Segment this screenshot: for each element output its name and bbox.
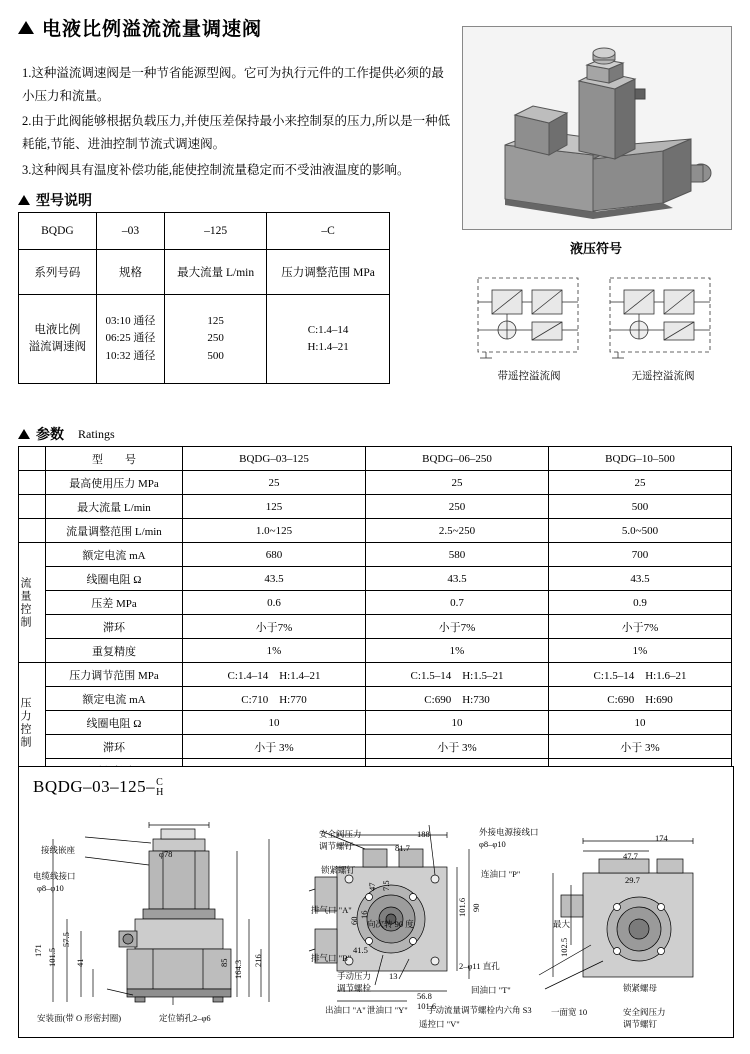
- center-label-manual-flow: 手动流量调节螺栓内六角 S3: [427, 1005, 532, 1015]
- center-dim-1016b: 101.6: [417, 1001, 437, 1011]
- model-code-pressure: –C: [267, 213, 390, 250]
- model-label-presrange-text: 压力调整范围 MPa: [281, 267, 375, 279]
- ratings-group-blank-3: [19, 519, 46, 543]
- left-label-pin: 定位销孔2–φ6: [159, 1013, 211, 1023]
- ratings-cell: 小于7%: [366, 615, 549, 639]
- ratings-group-pressure-control-label: 压力控制: [19, 696, 31, 749]
- page-title: [18, 14, 262, 41]
- model-code-bqdg: BQDG: [19, 213, 97, 250]
- ratings-header-model: 型 号: [46, 447, 183, 471]
- ratings-row-label: 压差 MPa: [46, 591, 183, 615]
- intro-paragraph-3: 3.这种阀具有温度补偿功能,能使控制流量稳定而不受油液温度的影响。: [22, 162, 410, 177]
- left-dim-1643: 164.3: [233, 959, 243, 979]
- pressure-line-1: C:1.4–14: [307, 323, 349, 336]
- ratings-cell: 700: [549, 543, 732, 567]
- ratings-cell: 25: [183, 471, 366, 495]
- right-label-flat: 一面宽 10: [551, 1007, 588, 1017]
- drawing-title-suffix: [156, 778, 164, 799]
- intro-paragraph-1: 1.这种溢流调速阀是一种节省能源型阀。它可为执行元件的工作提供必须的最小压力和流量。: [22, 66, 444, 104]
- ratings-row-label: 滞环: [46, 615, 183, 639]
- hydraulic-symbols: [470, 268, 726, 364]
- table-row: [19, 663, 732, 687]
- param-section-heading-text: 参数: [36, 428, 64, 443]
- center-label-power-size: φ8–φ10: [479, 839, 506, 849]
- center-label-vent-b: 排气口 "B": [311, 953, 352, 963]
- ratings-header-col3: BQDG–10–500: [549, 447, 732, 471]
- model-desc-spec: [96, 295, 164, 384]
- ratings-table: [18, 446, 732, 783]
- model-desc-pressure: [267, 295, 390, 384]
- triangle-bullet-icon: [18, 21, 34, 34]
- ratings-cell: 43.5: [549, 567, 732, 591]
- center-label-port-v: 遥控口 "V": [419, 1019, 460, 1029]
- ratings-cell: 10: [366, 711, 549, 735]
- ratings-cell: 25: [549, 471, 732, 495]
- left-label-mount: 安装面(带 O 形密封圈): [37, 1013, 122, 1023]
- left-dim-41: 41: [75, 958, 85, 967]
- pressure-line-2: H:1.4–21: [307, 341, 349, 353]
- drawing-title-h: H: [156, 787, 164, 799]
- table-header-row: [19, 447, 732, 471]
- ratings-cell: 680: [183, 543, 366, 567]
- ratings-cell: 小于 3%: [366, 735, 549, 759]
- right-dim-1025: 102.5: [559, 937, 569, 957]
- model-code-flow: –125: [165, 213, 267, 250]
- param-section-heading: [18, 424, 115, 444]
- center-label-power-port: 外接电源接线口: [479, 827, 539, 837]
- center-label-port-a: 出油口 "A": [325, 1005, 366, 1015]
- symbol-label-1: 带遥控溢流阀: [497, 371, 561, 382]
- ratings-group-flow-control: [19, 543, 46, 663]
- left-label-terminal: 接线嵌座: [41, 845, 76, 855]
- center-dim-1016a: 101.6: [457, 897, 467, 917]
- center-dim-90: 90: [471, 903, 481, 912]
- flow-line-3: 500: [207, 349, 224, 362]
- right-label-safety: 安全阀压力: [623, 1007, 666, 1017]
- center-label-port-t: 回油口 "T": [471, 985, 511, 995]
- ratings-cell: 1%: [366, 639, 549, 663]
- ratings-cell: 10: [549, 711, 732, 735]
- left-dim-575: 57.5: [61, 932, 71, 947]
- intro-paragraph-2: 2.由于此阀能够根据负载压力,并使压差保持最小来控制泵的压力,所以是一种低耗能,节能、进油控制节流式调速阀。: [22, 114, 451, 152]
- table-row: [19, 519, 732, 543]
- ratings-group-flow-control-label: 流量控制: [19, 576, 31, 629]
- model-code-table: [18, 212, 390, 384]
- ratings-row-label: 额定电流 mA: [46, 543, 183, 567]
- symbol-labels: [462, 368, 730, 383]
- ratings-cell: 43.5: [366, 567, 549, 591]
- table-row: [19, 615, 732, 639]
- table-row: [19, 495, 732, 519]
- center-label-vent-a: 排气口 "A": [311, 905, 352, 915]
- ratings-cell: 43.5: [183, 567, 366, 591]
- ratings-cell: 小于 3%: [183, 735, 366, 759]
- center-label-manual-pressure: 手动压力: [337, 971, 372, 981]
- left-label-cable-size: φ8–φ10: [37, 883, 64, 893]
- left-dim-phi78: φ78: [159, 849, 173, 859]
- spec-line-2: 06:25 通径: [105, 332, 156, 345]
- left-label-cable: 电缆线接口: [33, 871, 76, 881]
- ratings-cell: C:1.5–14 H:1.6–21: [549, 663, 732, 687]
- right-dim-297: 29.7: [625, 875, 640, 885]
- ratings-cell: 1%: [183, 639, 366, 663]
- intro-text: [22, 62, 452, 184]
- ratings-cell: C:1.4–14 H:1.4–21: [183, 663, 366, 687]
- center-dim-16: 16: [359, 910, 369, 919]
- center-label-port-y: 泄油口 "Y": [367, 1005, 408, 1015]
- ratings-cell: 0.7: [366, 591, 549, 615]
- ratings-cell: 125: [183, 495, 366, 519]
- page-title-text: 电液比例溢流流量调速阀: [42, 19, 263, 40]
- right-label-adjust: 调节螺钉: [623, 1019, 658, 1029]
- ratings-row-label: 重复精度: [46, 639, 183, 663]
- table-row: [19, 735, 732, 759]
- flow-line-2: 250: [207, 332, 224, 345]
- table-row: [19, 213, 390, 250]
- right-label-locknut: 锁紧螺母: [623, 983, 658, 993]
- model-label-series: 系列号码: [19, 250, 97, 295]
- product-photo: [462, 26, 732, 230]
- center-label-manual-bolt: 调节螺栓: [337, 983, 372, 993]
- spec-line-1: 03:10 通径: [105, 315, 156, 328]
- model-section-heading: [18, 190, 92, 210]
- ratings-group-pressure-control: [19, 663, 46, 783]
- ratings-cell: 580: [366, 543, 549, 567]
- center-dim-60: 60: [349, 916, 359, 925]
- center-dim-75: 7.5: [381, 880, 391, 891]
- model-label-maxflow: 最大流量 L/min: [165, 250, 267, 295]
- table-row: [19, 250, 390, 295]
- center-label-safety-valve: 安全阀压力: [319, 829, 362, 839]
- ratings-row-label: 最高使用压力 MPa: [46, 471, 183, 495]
- drawing-title: [33, 777, 164, 799]
- ratings-cell: C:1.5–14 H:1.5–21: [366, 663, 549, 687]
- model-label-presrange: [267, 250, 390, 295]
- center-label-thruhole: 2–φ11 直孔: [459, 961, 500, 971]
- dimension-drawing-panel: [18, 766, 734, 1038]
- symbol-label-2: 无遥控溢流阀: [631, 371, 695, 382]
- model-label-spec: 规格: [96, 250, 164, 295]
- ratings-cell: 250: [366, 495, 549, 519]
- center-dim-47: 47: [367, 882, 377, 891]
- ratings-cell: 小于7%: [549, 615, 732, 639]
- ratings-header-col1: BQDG–03–125: [183, 447, 366, 471]
- center-label-adjust-screw: 调节螺钉: [319, 841, 354, 851]
- triangle-bullet-icon: [18, 429, 30, 439]
- model-desc-flow: [165, 295, 267, 384]
- left-dim-216: 216: [253, 954, 263, 967]
- ratings-row-label: 线圈电阻 Ω: [46, 567, 183, 591]
- triangle-bullet-icon: [18, 195, 30, 205]
- right-dim-477: 47.7: [623, 851, 638, 861]
- center-dim-188: 188: [417, 829, 430, 839]
- ratings-cell: 小于 3%: [549, 735, 732, 759]
- center-dim-415: 41.5: [353, 945, 368, 955]
- center-dim-817: 81.7: [395, 843, 410, 853]
- right-label-max: 最大: [553, 919, 571, 929]
- ratings-cell: 5.0~500: [549, 519, 732, 543]
- table-row: [19, 687, 732, 711]
- ratings-cell: 0.9: [549, 591, 732, 615]
- center-label-lock-screw: 锁紧螺钉: [321, 865, 356, 875]
- center-label-rotate90: 向次转 90 度: [367, 919, 414, 929]
- ratings-row-label: 线圈电阻 Ω: [46, 711, 183, 735]
- flow-line-1: 125: [207, 315, 224, 328]
- model-section-heading-text: 型号说明: [36, 194, 92, 209]
- ratings-row-label: 滞环: [46, 735, 183, 759]
- table-row: [19, 567, 732, 591]
- center-dim-568: 56.8: [417, 991, 432, 1001]
- left-dim-1015: 101.5: [47, 947, 57, 967]
- ratings-corner-cell: [19, 447, 46, 471]
- ratings-row-label: 流量调整范围 L/min: [46, 519, 183, 543]
- spec-line-3: 10:32 通径: [105, 349, 156, 362]
- ratings-header-col2: BQDG–06–250: [366, 447, 549, 471]
- center-dim-13: 13: [389, 971, 398, 981]
- ratings-cell: C:690 H:730: [366, 687, 549, 711]
- ratings-row-label: 额定电流 mA: [46, 687, 183, 711]
- table-row: [19, 711, 732, 735]
- model-desc-series: 电液比例 溢流调速阀: [19, 295, 97, 384]
- ratings-cell: C:710 H:770: [183, 687, 366, 711]
- ratings-cell: 1.0~125: [183, 519, 366, 543]
- model-code-size: –03: [96, 213, 164, 250]
- ratings-cell: 小于7%: [183, 615, 366, 639]
- table-row: [19, 543, 732, 567]
- ratings-row-label: 最大流量 L/min: [46, 495, 183, 519]
- table-row: [19, 591, 732, 615]
- table-row: [19, 639, 732, 663]
- ratings-cell: 2.5~250: [366, 519, 549, 543]
- ratings-group-blank-1: [19, 471, 46, 495]
- ratings-cell: 25: [366, 471, 549, 495]
- ratings-cell: 10: [183, 711, 366, 735]
- ratings-cell: C:690 H:690: [549, 687, 732, 711]
- drawing-title-c: C: [156, 776, 164, 788]
- table-row: [19, 471, 732, 495]
- drawing-title-main: BQDG–03–125–: [33, 777, 156, 796]
- ratings-group-blank-2: [19, 495, 46, 519]
- symbol-caption: 液压符号: [569, 241, 622, 256]
- param-section-subheading: Ratings: [78, 426, 115, 441]
- right-dim-174: 174: [655, 833, 668, 843]
- left-dim-85: 85: [219, 958, 229, 967]
- ratings-cell: 1%: [549, 639, 732, 663]
- ratings-row-label: 压力调节范围 MPa: [46, 663, 183, 687]
- left-dim-171: 171: [33, 944, 43, 957]
- ratings-cell: 500: [549, 495, 732, 519]
- center-label-port-p: 连油口 "P": [481, 869, 521, 879]
- ratings-cell: 0.6: [183, 591, 366, 615]
- table-row: [19, 295, 390, 384]
